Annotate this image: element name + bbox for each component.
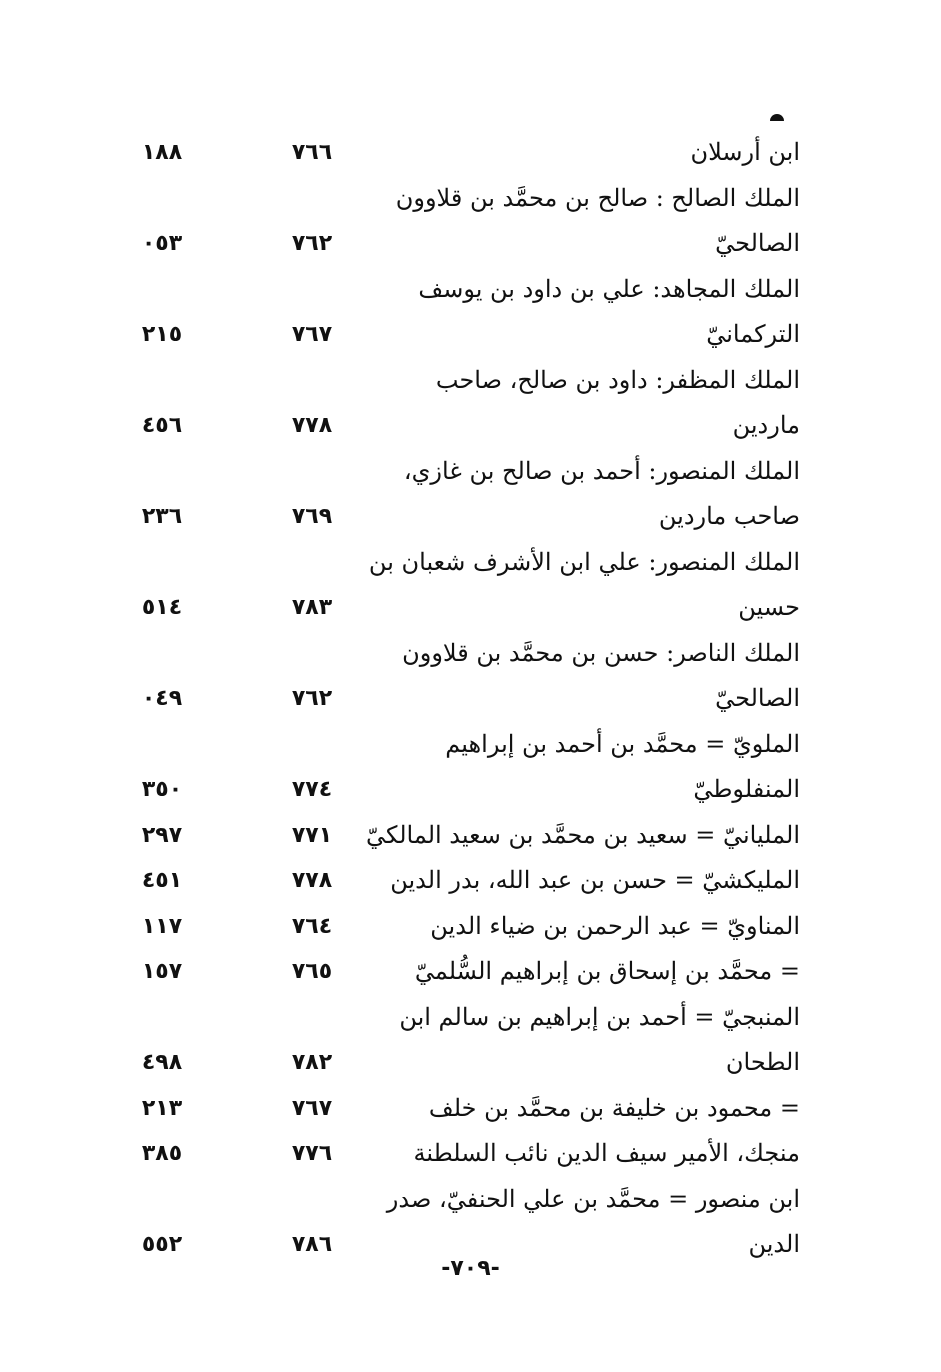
entry-year: ٧٦٤ — [291, 913, 333, 939]
entry-text: ماردين — [732, 411, 800, 439]
entry-page: ٥١٤ — [141, 595, 183, 620]
entry-page: ٣٥٠ — [141, 777, 183, 802]
index-entry-line — [0, 813, 941, 859]
entry-page: ٢١٥ — [141, 322, 183, 347]
index-entry-line — [0, 540, 941, 586]
entry-year — [282, 449, 342, 495]
entry-text: التركمانيّ — [706, 320, 800, 348]
index-entry-line — [0, 722, 941, 768]
index-entry-line — [0, 267, 941, 313]
index-entry-line — [0, 130, 941, 176]
entry-text: ابن أرسلان — [690, 138, 800, 166]
entry-year — [282, 176, 342, 222]
index-entry-line — [0, 1131, 941, 1177]
entry-year — [282, 358, 342, 404]
index-entry-line — [0, 1086, 941, 1132]
entry-text: = محمود بن خليفة بن محمَّد بن خلف — [428, 1093, 800, 1122]
entry-year: ٧٦٩ — [291, 504, 333, 529]
entry-page: ١٥٧ — [141, 959, 183, 984]
entry-page: ٣٨٥ — [141, 1141, 183, 1166]
entry-page: ٢٣٦ — [141, 504, 183, 529]
index-entry-line — [0, 858, 941, 904]
entry-text: المناويّ = عبد الرحمن بن ضياء الدين — [430, 911, 800, 940]
entry-text: الملك المظفر: داود بن صالح، صاحب — [435, 365, 800, 394]
entry-year — [282, 631, 342, 677]
entry-page: ٢١٣ — [141, 1095, 183, 1121]
entry-year: ٧٨٦ — [291, 1232, 333, 1257]
entry-year: ٧٧٨ — [291, 413, 333, 438]
entry-text: الدين — [748, 1230, 800, 1258]
index-entry-line — [0, 585, 941, 631]
entry-year: ٧٧٤ — [291, 777, 333, 802]
index-entry-line — [0, 995, 941, 1041]
entry-page: ٤٥٦ — [141, 413, 183, 438]
entry-page: ٥٥٢ — [141, 1232, 183, 1257]
entry-year: ٧٧١ — [291, 822, 333, 848]
entry-year — [282, 995, 342, 1041]
index-entry-line — [0, 449, 941, 495]
entry-text: صاحب ماردين — [658, 502, 800, 530]
index-entry-line — [0, 312, 941, 358]
entry-page — [132, 1177, 192, 1223]
entry-text: حسين — [738, 593, 800, 621]
ornament-mark — [770, 114, 784, 121]
entry-text: الصالحيّ — [715, 684, 800, 712]
entry-year: ٧٦٧ — [291, 1095, 333, 1121]
entry-page: ٠٤٩ — [141, 686, 183, 711]
entry-year: ٧٧٦ — [291, 1141, 333, 1166]
entry-year — [282, 722, 342, 768]
entry-page: ١١٧ — [141, 913, 183, 939]
entry-text: المليانيّ = سعيد بن محمَّد بن سعيد المالكيّ — [365, 820, 800, 849]
index-entry-line — [0, 631, 941, 677]
entry-text: الملويّ = محمَّد بن أحمد بن إبراهيم — [445, 729, 800, 758]
entry-text: ابن منصور = محمَّد بن علي الحنفيّ، صدر — [386, 1184, 800, 1213]
entry-page: ٢٩٧ — [141, 822, 183, 848]
entry-page — [132, 722, 192, 768]
entry-year: ٧٦٦ — [291, 140, 333, 165]
entry-page: ٠٥٣ — [141, 231, 183, 256]
entry-page — [132, 540, 192, 586]
index-entry-line — [0, 176, 941, 222]
entry-year — [282, 1177, 342, 1223]
index-entry-line — [0, 676, 941, 722]
entry-text: المليكشيّ = حسن بن عبد الله، بدر الدين — [390, 866, 800, 894]
index-entry-line — [0, 949, 941, 995]
entry-text: الملك المجاهد: علي بن داود بن يوسف — [418, 274, 800, 303]
entry-year: ٧٦٢ — [291, 686, 333, 711]
entry-year: ٧٨٣ — [291, 595, 333, 620]
entry-text: المنفلوطيّ — [693, 775, 800, 803]
entry-text: = محمَّد بن إسحاق بن إبراهيم السُّلميّ — [414, 957, 800, 985]
entry-text: المنبجيّ = أحمد بن إبراهيم بن سالم ابن — [399, 1002, 800, 1031]
entry-year: ٧٧٨ — [291, 868, 333, 893]
index-entry-line — [0, 358, 941, 404]
entry-page: ٤٩٨ — [141, 1050, 183, 1075]
entry-text: الصالحيّ — [715, 229, 800, 257]
index-entry-line — [0, 767, 941, 813]
index-list — [0, 130, 941, 1268]
page-number: -٧٠٩- — [441, 1256, 500, 1281]
entry-page — [132, 995, 192, 1041]
index-entry-line — [0, 403, 941, 449]
entry-year: ٧٨٢ — [291, 1050, 333, 1075]
index-entry-line — [0, 221, 941, 267]
entry-year — [282, 540, 342, 586]
entry-year: ٧٦٢ — [291, 231, 333, 256]
entry-text: منجك، الأمير سيف الدين نائب السلطنة — [413, 1139, 800, 1167]
entry-page: ١٨٨ — [141, 140, 183, 165]
entry-year: ٧٦٧ — [291, 322, 333, 347]
entry-text: الملك المنصور: علي ابن الأشرف شعبان بن — [368, 547, 800, 576]
entry-text: الملك المنصور: أحمد بن صالح بن غازي، — [403, 456, 800, 485]
entry-page — [132, 631, 192, 677]
entry-page — [132, 176, 192, 222]
index-entry-line — [0, 904, 941, 950]
entry-year — [282, 267, 342, 313]
index-entry-line — [0, 1177, 941, 1223]
entry-text: الملك الناصر: حسن بن محمَّد بن قلاوون — [402, 638, 800, 667]
index-entry-line — [0, 1040, 941, 1086]
entry-text: الملك الصالح : صالح بن محمَّد بن قلاوون — [395, 183, 800, 212]
entry-year: ٧٦٥ — [291, 959, 333, 984]
entry-page: ٤٥١ — [141, 868, 183, 893]
entry-page — [132, 449, 192, 495]
index-entry-line — [0, 494, 941, 540]
entry-page — [132, 358, 192, 404]
entry-text: الطحان — [725, 1048, 800, 1076]
entry-page — [132, 267, 192, 313]
